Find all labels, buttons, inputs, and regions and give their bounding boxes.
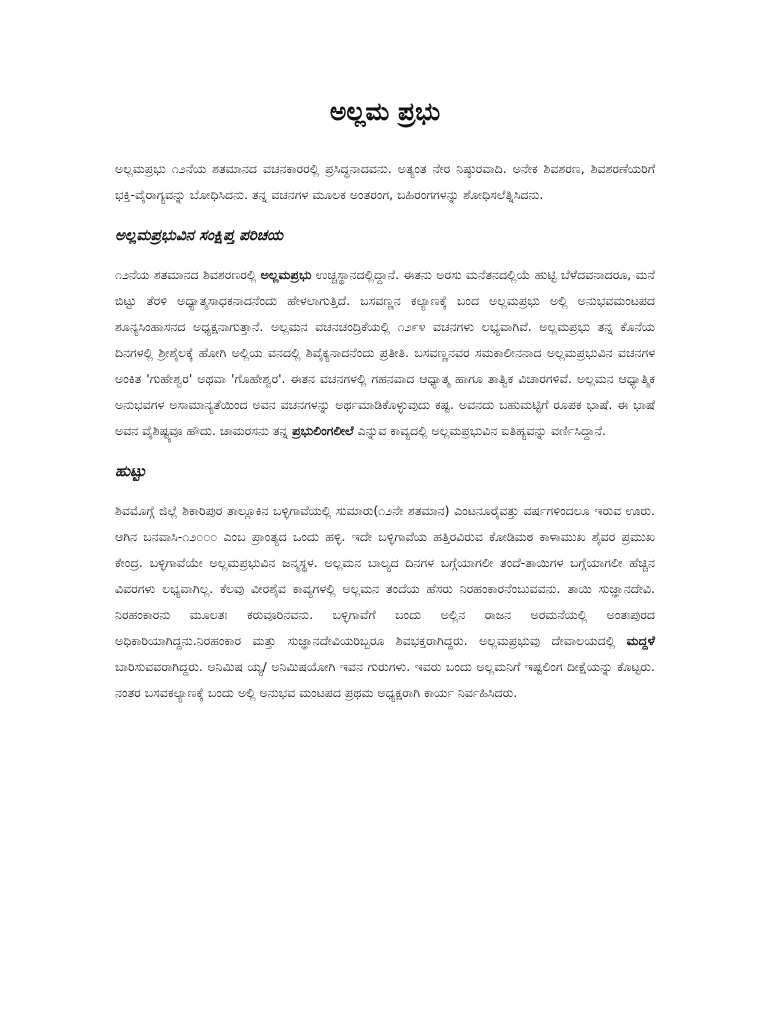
section-heading-introduction: ಅಲ್ಲಮಪ್ರಭುವಿನ ಸಂಕ್ಷಿಪ್ತ ಪರಿಚಯ (115, 226, 284, 244)
introduction-paragraph (115, 262, 655, 444)
introduction-text-part-3: ಎನ್ನುವ ಕಾವ್ಯದಲ್ಲಿ ಅಲ್ಲಮಪ್ರಭುವಿನ ಐತಿಹ್ಯವನ್ನು ವರ್ಣಿಸಿದ್ದಾನೆ. (353, 423, 607, 438)
work-title-bold: ಪ್ರಭುಲಿಂಗಲೀಲೆ (292, 423, 354, 438)
section-heading-birth: ಹುಟ್ಟು (115, 462, 146, 480)
document-title: ಅಲ್ಲಮ ಪ್ರಭು (329, 97, 441, 126)
introduction-text-part-1: ೧೨ನೆಯ ಶತಮಾನದ ಶಿವಶರಣರಲ್ಲಿ (115, 267, 261, 282)
birth-paragraph (115, 498, 655, 706)
birth-text-part-2: ಬಾರಿಸುವವರಾಗಿದ್ದರು. ಅನಿಮಿಷ ಯ್ಯ/ ಅನಿಮಿಷಯೋಗಿ ಇವನ ಗುರುಗಳು. ಇವರು ಬಂದು ಅಲ್ಲಮನಿಗೆ ಇಷ್ಟಲಿಂಗ ದೀಕ್ಷೆಯನ್ನು ಕೊಟ್ಟರು. ನಂತರ ಬಸವಕಲ್ಯಾಣಕ್ಕೆ ಬಂದು ಅಲ್ಲಿ ಅನುಭವ ಮಂಟಪದ ಪ್ರಥಮ ಅಧ್ಯಕ್ಷರಾಗಿ ಕಾರ್ಯ ನಿರ್ವಹಿಸಿದರು. (115, 659, 655, 700)
intro-paragraph: ಅಲ್ಲಮಪ್ರಭು ೧೨ನೆಯ ಶತಮಾನದ ವಚನಕಾರರಲ್ಲಿ ಪ್ರಸಿದ್ಧನಾದವನು. ಅತ್ಯಂತ ನೇರ ನಿಷ್ಠುರವಾದಿ. ಅನೇಕ ಶಿವಶರಣ, ಶಿವಶರಣೆಯರಿಗೆ ಭಕ್ತಿ-ವೈರಾಗ್ಯವನ್ನು ಬೋಧಿಸಿದನು. ತನ್ನ ವಚನಗಳ ಮೂಲಕ ಅಂತರಂಗ, ಬಹಿರಂಗಗಳನ್ನು ಶೋಧಿಸಲೆತ್ನಿಸಿದನು. (115, 161, 655, 202)
subject-name-bold: ಅಲ್ಲಮಪ್ರಭು (260, 267, 312, 282)
birth-text-part-1: ಶಿವಮೊಗ್ಗೆ ಜಿಲ್ಲೆ ಶಿಕಾರಿಪುರ ತಾಲ್ಲೂಕಿನ ಬಳ್ಳಿಗಾವೆಯಲ್ಲಿ ಸುಮಾರು(೧೨ನೇ ಶತಮಾನ) ಎಂಟನೂರೈವತ್ತು ವರ್ಷಗಳಿಂದಲೂ ಇರುವ ಊರು. ಆಗಿನ ಬನವಾಸಿ-೧೨೦೦೦ ಎಂಬ ಪ್ರಾಂತ್ಯದ ಒಂದು ಹಳ್ಳಿ. ಇದೇ ಬಳ್ಳಿಗಾವೆಯ ಹತ್ತಿರವಿರುವ ಕೋಡಿಮಠ ಕಾಳಾಮುಖ ಶೈವರ ಪ್ರಮುಖ ಕೇಂದ್ರ. ಬಳ್ಳಿಗಾವೆಯೇ ಅಲ್ಲಮಪ್ರಭುವಿನ ಜನ್ಮಸ್ಥಳ. ಅಲ್ಲಮನ ಬಾಲ್ಯದ ದಿನಗಳ ಬಗ್ಗೆಯಾಗಲೀ ತಂದೆ-ತಾಯಿಗಳ ಬಗ್ಗೆಯಾಗಲೀ ಹೆಚ್ಚಿನ ವಿವರಗಳು ಲಭ್ಯವಾಗಿಲ್ಲ. ಕೆಲವು ವೀರಶೈವ ಕಾವ್ಯಗಳಲ್ಲಿ ಅಲ್ಲಮನ ತಂದೆಯ ಹೆಸರು ನಿರಹಂಕಾರನೆಂಬುವವನು. ತಾಯಿ ಸುಜ್ಞಾನದೇವಿ. ನಿರಹಂಕಾರನು ಮೂಲತಃ ಕರುವೂರಿನವನು. ಬಳ್ಳಿಗಾವೆಗೆ ಬಂದು ಅಲ್ಲಿನ ರಾಜನ ಅರಮನೆಯಲ್ಲಿ ಅಂತಃಪುರದ ಅಧಿಕಾರಿಯಾಗಿದ್ದನು.ನಿರಹಂಕಾರ ಮತ್ತು ಸುಜ್ಞಾನದೇವಿಯರಿಬ್ಬರೂ ಶಿವಭಕ್ತರಾಗಿದ್ದರು. ಅಲ್ಲಮಪ್ರಭುವು ದೇವಾಲಯದಲ್ಲಿ (115, 503, 655, 648)
document-page (115, 92, 655, 720)
instrument-word-bold: ಮದ್ದಳೆ (626, 633, 655, 648)
introduction-text-part-2: ಉಚ್ಚಸ್ಥಾನದಲ್ಲಿದ್ದಾನೆ. ಈತನು ಅರಸು ಮನೆತನದಲ್ಲಿಯೆ ಹುಟ್ಟಿ ಬೆಳೆದವನಾದರೂ, ಮನೆ ಬಿಟ್ಟು ತೆರಳಿ ಅಧ್ಯಾತ್ಮಸಾಧಕನಾದನೆಂದು ಹೇಳಲಾಗುತ್ತಿದೆ. ಬಸವಣ್ಣನ ಕಲ್ಯಾಣಕ್ಕೆ ಬಂದ ಅಲ್ಲಮಪ್ರಭು ಅಲ್ಲಿ ಅನುಭವಮಂಟಪದ ಶೂನ್ಯಸಿಂಹಾಸನದ ಅಧ್ಯಕ್ಷನಾಗುತ್ತಾನೆ. ಅಲ್ಲಮನ ವಚನಚಂದ್ರಿಕೆಯಲ್ಲಿ ೧೨೯೪ ವಚನಗಳು ಲಭ್ಯವಾಗಿವೆ. ಅಲ್ಲಮಪ್ರಭು ತನ್ನ ಕೊನೆಯ ದಿನಗಳಲ್ಲಿ ಶ್ರೀಶೈಲಕ್ಕೆ ಹೋಗಿ ಅಲ್ಲಿಯ ವನದಲ್ಲಿ ಶಿವೈಕ್ಯನಾದನೆಂದು ಪ್ರತೀತಿ. ಬಸವಣ್ಣನವರ ಸಮಕಾಲೀನನಾದ ಅಲ್ಲಮಪ್ರಭುವಿನ ವಚನಗಳ ಅಂಕಿತ 'ಗುಹೇಶ್ವರ' ಅಥವಾ 'ಗೊಹೇಶ್ವರ'. ಈತನ ವಚನಗಳಲ್ಲಿ ಗಹನವಾದ ಆಧ್ಯಾತ್ಮ ಹಾಗೂ ತಾತ್ವಿಕ ವಿಚಾರಗಳಿವೆ. ಅಲ್ಲಮನ ಆಧ್ಯಾತ್ಮಿಕ ಅನುಭವಗಳ ಅಸಾಮಾನ್ಯತೆಯಿಂದ ಅವನ ವಚನಗಳನ್ನು ಅರ್ಥಮಾಡಿಕೊಳ್ಳುವುದು ಕಷ್ಟ. ಅವನದು ಬಹುಮಟ್ಟಿಗೆ ರೂಪಕ ಭಾಷೆ. ಈ ಭಾಷೆ ಅವನ ವೈಶಿಷ್ಟ್ಯವೂ ಹೌದು. ಚಾಮರಸನು ತನ್ನ (115, 267, 656, 438)
